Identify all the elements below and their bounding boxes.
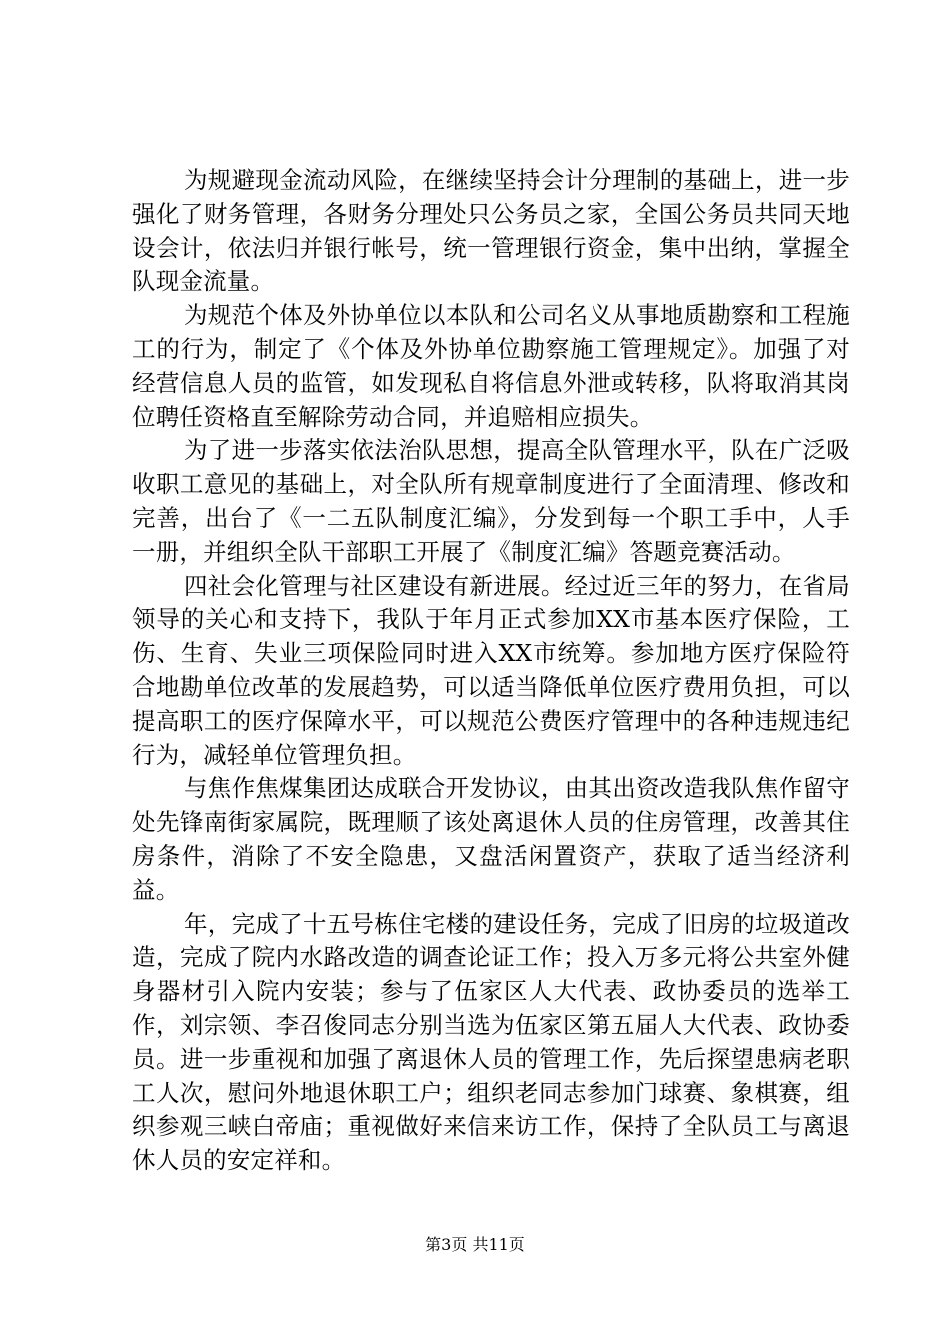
document-body	[132, 164, 850, 1178]
paragraph: 为规避现金流动风险，在继续坚持会计分理制的基础上，进一步强化了财务管理，各财务分理处只公务员之家，全国公务员共同天地设会计，依法归并银行帐号，统一管理银行资金，集中出纳，掌握全队现金流量。	[132, 166, 850, 296]
paragraph: 与焦作焦煤集团达成联合开发协议，由其出资改造我队焦作留守处先锋南街家属院，既理顺了该处离退休人员的住房管理，改善其住房条件，消除了不安全隐患，又盘活闲置资产，获取了适当经济利益。	[132, 774, 850, 904]
paragraph: 四社会化管理与社区建设有新进展。经过近三年的努力，在省局领导的关心和支持下，我队于年月正式参加XX市基本医疗保险，工伤、生育、失业三项保险同时进入XX市统筹。参加地方医疗保险符合地勘单位改革的发展趋势，可以适当降低单位医疗费用负担，可以提高职工的医疗保障水平，可以规范公费医疗管理中的各种违规违纪行为，减轻单位管理负担。	[132, 571, 850, 769]
page-number-footer: 第3页 共11页	[425, 1235, 525, 1254]
paragraph: 为规范个体及外协单位以本队和公司名义从事地质勘察和工程施工的行为，制定了《个体及外协单位勘察施工管理规定》。加强了对经营信息人员的监管，如发现私自将信息外泄或转移，队将取消其岗位聘任资格直至解除劳动合同，并追赔相应损失。	[132, 301, 850, 431]
paragraph: 为了进一步落实依法治队思想，提高全队管理水平，队在广泛吸收职工意见的基础上，对全队所有规章制度进行了全面清理、修改和完善，出台了《一二五队制度汇编》，分发到每一个职工手中，人手一册，并组织全队干部职工开展了《制度汇编》答题竞赛活动。	[132, 436, 850, 566]
paragraph: 年，完成了十五号栋住宅楼的建设任务，完成了旧房的垃圾道改造，完成了院内水路改造的调查论证工作；投入万多元将公共室外健身器材引入院内安装；参与了伍家区人大代表、政协委员的选举工作，刘宗领、李召俊同志分别当选为伍家区第五届人大代表、政协委员。进一步重视和加强了离退休人员的管理工作，先后探望患病老职工人次，慰问外地退休职工户；组织老同志参加门球赛、象棋赛，组织参观三峡白帝庙；重视做好来信来访工作，保持了全队员工与离退休人员的安定祥和。	[132, 909, 850, 1175]
